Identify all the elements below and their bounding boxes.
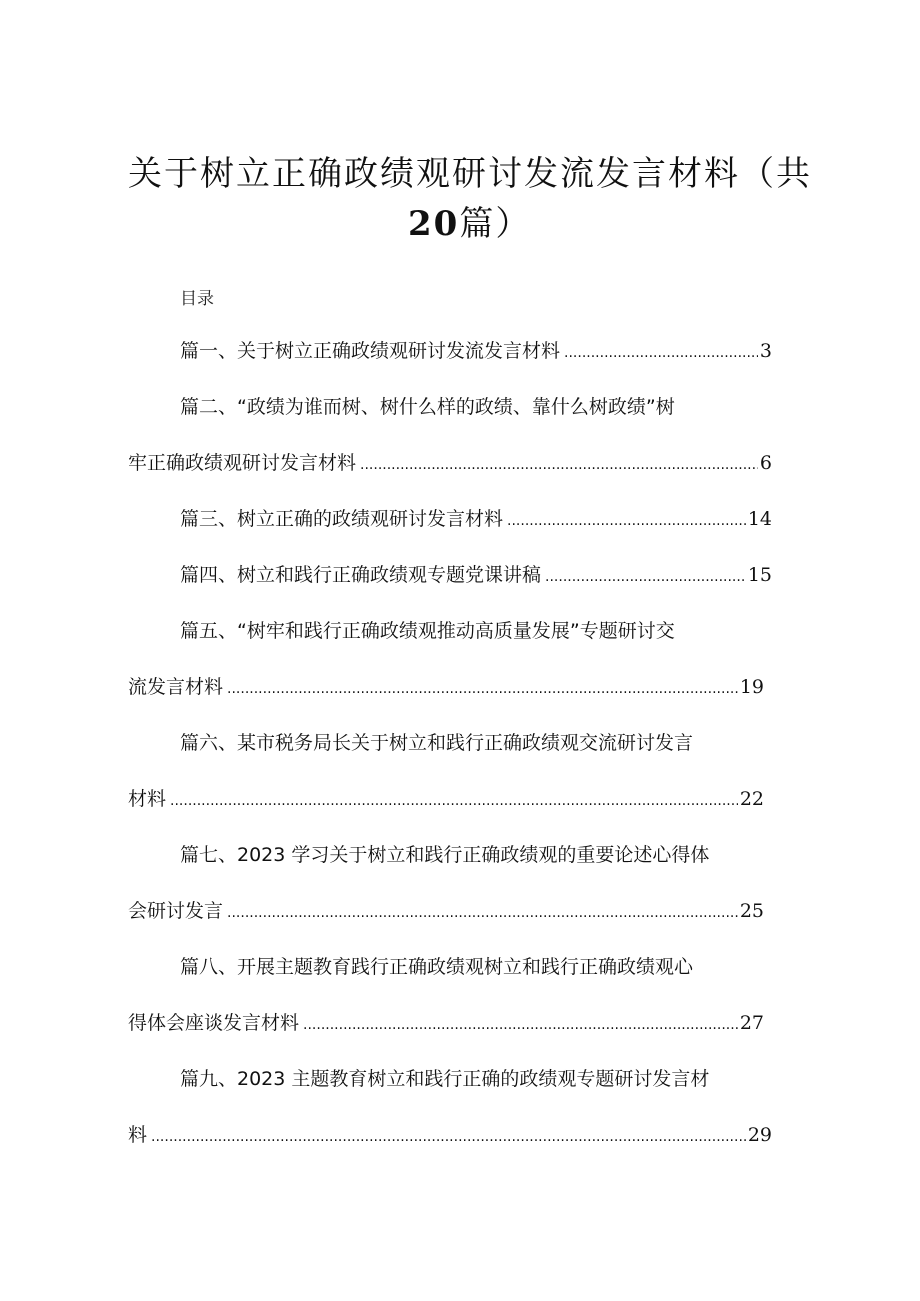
toc-entry-8-line1[interactable]: 篇八、开展主题教育践行正确政绩观树立和践行正确政绩观心: [180, 956, 694, 978]
toc-page-number: 6: [759, 452, 772, 474]
toc-entry-9-line1[interactable]: 篇九、2023 主题教育树立和践行正确的政绩观专题研讨发言材: [180, 1068, 710, 1090]
toc-page-number: 19: [739, 676, 764, 698]
toc-entry-4[interactable]: [180, 560, 772, 587]
toc-leader-dots: [227, 682, 738, 696]
title-count: 20: [408, 204, 460, 244]
toc-entry-text: 材料: [128, 788, 167, 810]
toc-leader-dots: [151, 1130, 746, 1144]
toc-leader-dots: [170, 794, 738, 808]
toc-entry-2-line1[interactable]: 篇二、“政绩为谁而树、树什么样的政绩、靠什么树政绩”树: [180, 396, 675, 418]
toc-entry-5-line1[interactable]: 篇五、“树牢和践行正确政绩观推动高质量发展”专题研讨交: [180, 620, 675, 642]
toc-page-number: 15: [747, 564, 772, 586]
toc-entry-text: 篇三、树立正确的政绩观研讨发言材料: [180, 508, 504, 530]
toc-entry-text: 牢正确政绩观研讨发言材料: [128, 452, 357, 474]
toc-entry-5[interactable]: [128, 672, 764, 699]
toc-page-number: 14: [747, 508, 772, 530]
toc-page-number: 3: [759, 340, 772, 362]
toc-heading: 目录: [180, 289, 214, 309]
toc-entry-7-line1[interactable]: 篇七、2023 学习关于树立和践行正确政绩观的重要论述心得体: [180, 844, 710, 866]
toc-leader-dots: [227, 906, 738, 920]
toc-entry-3[interactable]: [180, 504, 772, 531]
toc-entry-text: 篇一、关于树立正确政绩观研讨发流发言材料: [180, 340, 561, 362]
toc-leader-dots: [360, 458, 758, 472]
toc-entry-6[interactable]: [128, 784, 764, 811]
toc-entry-text: 篇四、树立和践行正确政绩观专题党课讲稿: [180, 564, 542, 586]
toc-leader-dots: [564, 346, 758, 360]
toc-entry-7[interactable]: [128, 896, 764, 923]
toc-entry-text: 流发言材料: [128, 676, 224, 698]
toc-page-number: 22: [739, 788, 764, 810]
toc-entry-text: 料: [128, 1124, 148, 1146]
toc-leader-dots: [545, 570, 746, 584]
toc-entry-text: 会研讨发言: [128, 900, 224, 922]
toc-entry-8[interactable]: [128, 1008, 764, 1035]
toc-page-number: 25: [739, 900, 764, 922]
toc-entry-text: 得体会座谈发言材料: [128, 1012, 300, 1034]
toc-entry-1[interactable]: [180, 336, 772, 363]
toc-page-number: 27: [739, 1012, 764, 1034]
document-title-line2: [408, 196, 531, 245]
toc-leader-dots: [507, 514, 746, 528]
toc-entry-9[interactable]: [128, 1120, 772, 1147]
toc-page-number: 29: [747, 1124, 772, 1146]
toc-leader-dots: [303, 1018, 738, 1032]
toc-entry-6-line1[interactable]: 篇六、某市税务局长关于树立和践行正确政绩观交流研讨发言: [180, 732, 694, 754]
title-suffix: 篇）: [459, 204, 532, 244]
document-title-line1: 关于树立正确政绩观研讨发流发言材料（共: [128, 154, 812, 194]
toc-entry-2[interactable]: [128, 448, 772, 475]
